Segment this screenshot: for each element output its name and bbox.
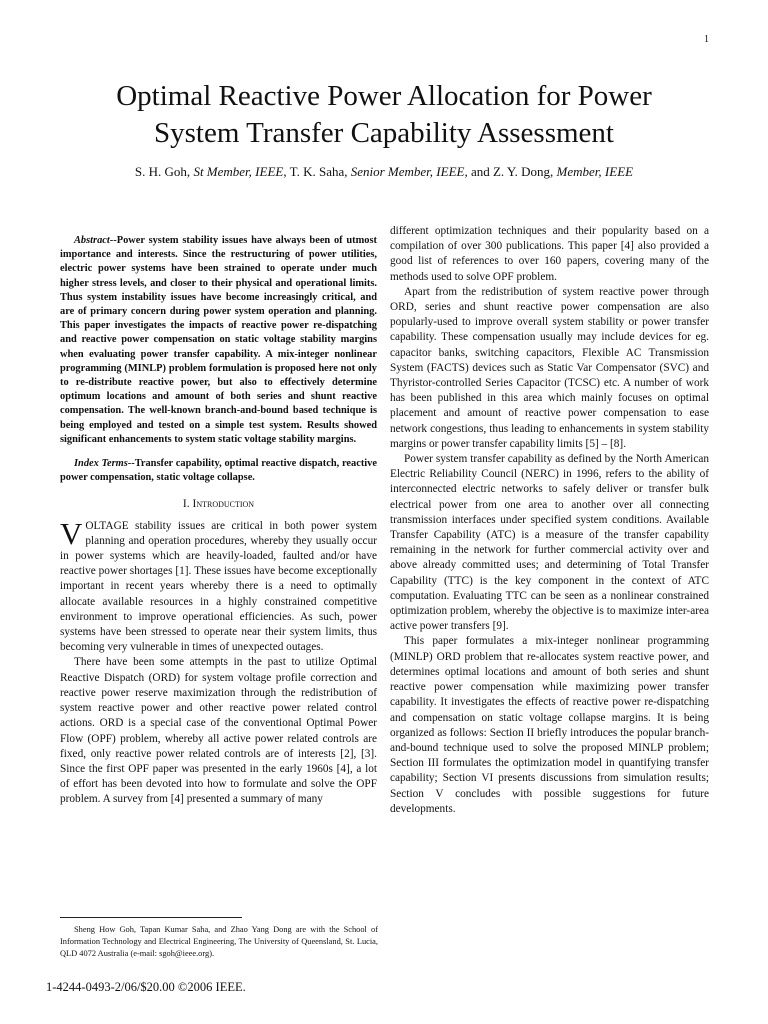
abstract — [60, 234, 377, 447]
author-2-role: Senior Member, IEEE, — [350, 164, 468, 179]
section-heading-introduction — [60, 497, 377, 512]
intro-paragraph-1 — [60, 515, 377, 656]
author-1-role: St Member, IEEE — [193, 164, 284, 179]
author-line — [40, 164, 728, 180]
title-line-2: System Transfer Capability Assessment — [154, 117, 614, 149]
author-3-role: Member, IEEE — [556, 164, 634, 179]
right-paragraph-3: Power system transfer capability as defined by the North American Electric Reliability Council (NERC) in 1996, refers to the ability of interconnected electric networks to safely deliver or transfer bulk electrical power from one area to another over all connecting transmission interfaces under specified system conditions. Available Transfer Capability (ATC) is a measure of the transfer capability remaining in the network for further commercial activity over and above already committed uses; and determining of Total Transfer Capability (TTC) is the key component in the context of ATC computation. Evaluating TTC can be seen as a nonlinear constrained optimization problem, whereby the objective is to maximize inter-area active power transfers [9]. — [390, 453, 709, 633]
index-terms-text: --Transfer capability, optimal reactive dispatch, reactive power compensation, static voltage collapse. — [60, 458, 377, 484]
index-terms — [60, 457, 377, 485]
title-line-1: Optimal Reactive Power Allocation for Power — [116, 80, 652, 112]
author-1-name: S. H. Goh, — [134, 164, 194, 179]
right-paragraph-1: different optimization techniques and their popularity based on a compilation of over 300 publications. This paper [4] also provided a good list of references to over 160 papers, covering many of the methods used to solve OPF problem. — [390, 225, 709, 283]
intro-paragraph-1-text: OLTAGE stability issues are critical in both power system planning and operation procedures, whereby they usually occur in power systems which are heavily-loaded, faulted and/or have reactive power shortages [1]. These issues have become exceptionally important in recent years whereby there is a need to optimally allocate available resources in a highly constrained competitive environment to improve operational efficiencies. As such, power systems have been stressed to operate near their system limits, thus becoming very vulnerable in times of unexpected outages. — [60, 519, 377, 654]
index-terms-label: Index Terms — [74, 458, 128, 470]
author-3-name: and Z. Y. Dong, — [467, 164, 557, 179]
drop-cap: V — [60, 515, 83, 551]
right-column — [390, 224, 709, 817]
left-column — [60, 234, 377, 808]
abstract-text: --Power system stability issues have always been of utmost importance and interests. Since the restructuring of power utilities, electric power systems have been strained to operate under much higher stress levels, and closer to their physical and operational limits. Thus system instability issues have become increasingly critical, and are of primary concern during power system operation and planning. This paper investigates the impacts of reactive power re-dispatching and reactive power compensation on static voltage stability margins when evaluating power transfer capability. A mix-integer nonlinear programming (MINLP) problem formulation is proposed here not only to re-distribute reactive power, but also to effectively determine optimum locations and amount of both series and shunt reactive compensation. The well-known branch-and-bound based technique is being employed and tested on a simple test system. Results showed significant enhancements to system static voltage stability margins. — [60, 235, 377, 445]
intro-paragraph-2: There have been some attempts in the past to utilize Optimal Reactive Dispatch (ORD) for system voltage profile correction and reactive power reserve maximization through the redistribution of system reactive power and other reactive power related control actions. ORD is a special case of the conventional Optimal Power Flow (OPF) problem, whereby all active power related controls are fixed, only reactive power related controls are of interests [2], [3]. Since the first OPF paper was presented in the early 1960s [4], a lot of effort has been devoted into how to formulate and solve the OPF problem. A survey from [4] presented a summary of many — [60, 656, 377, 806]
author-footnote: Sheng How Goh, Tapan Kumar Saha, and Zhao Yang Dong are with the School of Information Technology and Electrical Engineering, The University of Queensland, St. Lucia, QLD 4072 Australia (e-mail: sgoh@ieee.org). — [60, 925, 378, 959]
paper-title — [40, 78, 728, 152]
right-paragraph-2: Apart from the redistribution of system reactive power through ORD, series and shunt reactive power compensation are also popularly-used to improve overall system stability or power transfer capability. These compensation usually may include devices for eg. capacitor banks, switching capacitors, Flexible AC Transmission System (FACTS) devices such as Static Var Compensator (SVC) and Thyristor-controlled Series Capacitor (TCSC) etc. A number of work has been published in this area which mainly focuses on optimal placement and amount of reactive power compensation to ease network congestions, thus leading to enhancements in system stability margins or power transfer capability limits [5] – [8]. — [390, 285, 709, 450]
section-title: Introduction — [192, 498, 255, 511]
copyright-line: 1-4244-0493-2/06/$20.00 ©2006 IEEE. — [46, 980, 246, 994]
page-number: 1 — [704, 34, 709, 45]
author-2-name: , T. K. Saha, — [283, 164, 351, 179]
abstract-label: Abstract — [74, 235, 110, 246]
footnote-divider — [60, 917, 242, 918]
section-numeral: I. — [182, 498, 193, 511]
right-paragraph-4: This paper formulates a mix-integer nonlinear programming (MINLP) ORD problem that re-allocates system reactive power, and determines optimal locations and amount of both series and shunt reactive power compensation while maximizing power transfer capability. It investigates the effects of reactive power re-dispatching and compensation on static voltage collapse margins. It is being organized as follows: Section II briefly introduces the popular branch-and-bound technique used to solve the proposed MINLP problem; Section III formulates the optimization model in quantifying transfer capability; Section VI presents discussions from simulation results; Section V concludes with possible suggestions for future developments. — [390, 635, 709, 815]
